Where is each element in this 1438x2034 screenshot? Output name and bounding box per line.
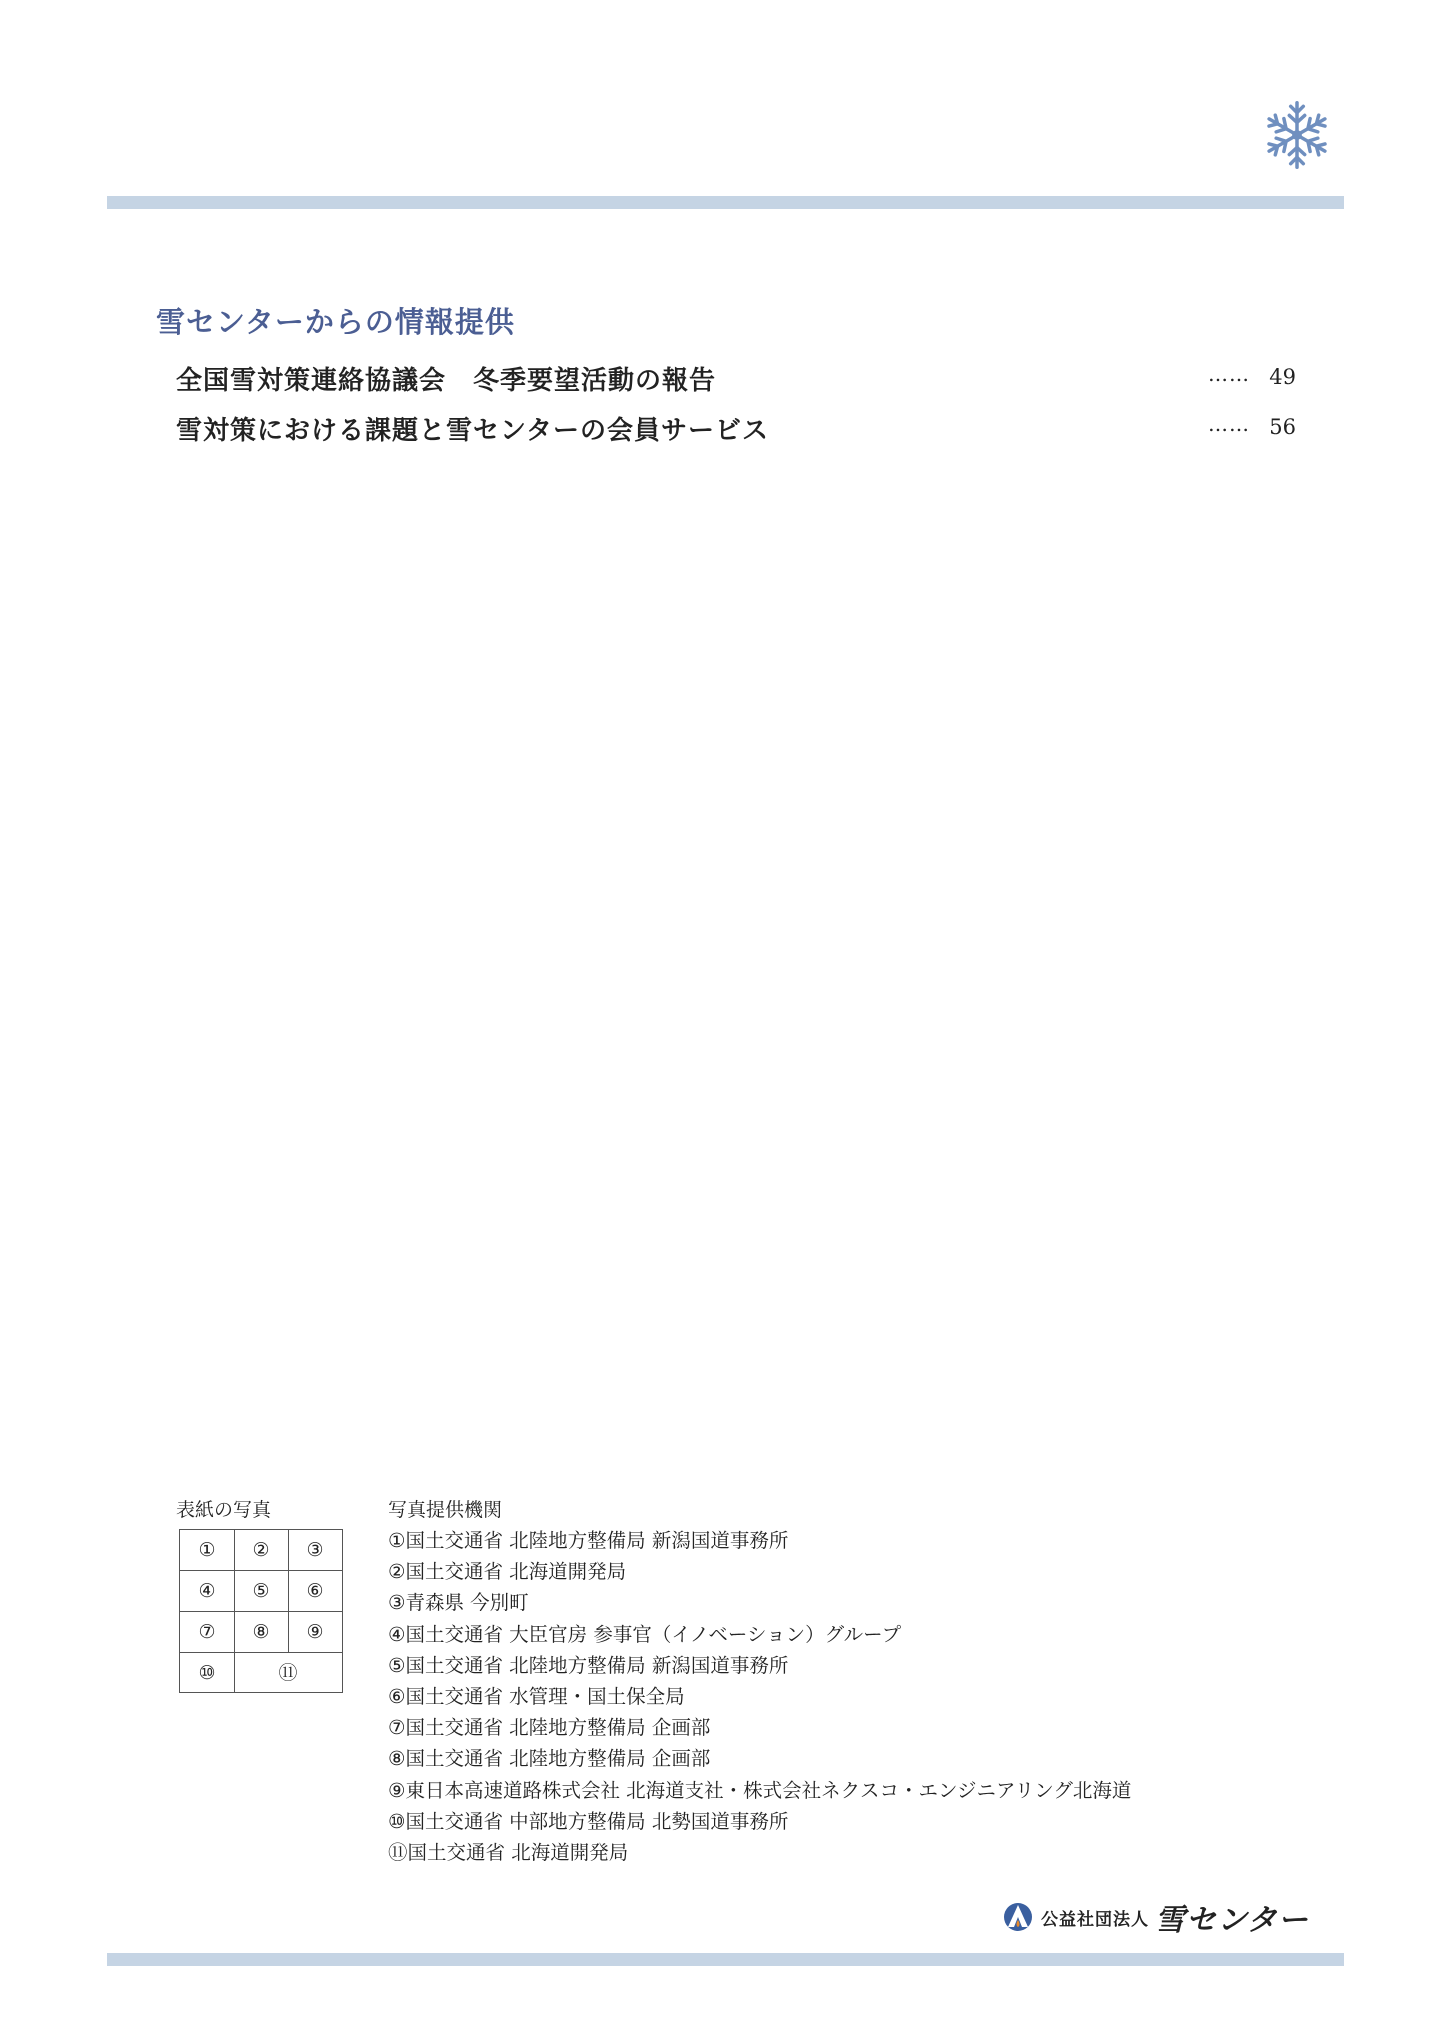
toc-entry-title: 雪対策における課題と雪センターの会員サービス <box>176 416 769 446</box>
grid-cell-6: ⑥ <box>306 1580 324 1602</box>
grid-cell-7: ⑦ <box>198 1621 216 1643</box>
grid-cell-10: ⑩ <box>198 1662 216 1684</box>
credit-item: ⑨東日本高速道路株式会社 北海道支社・株式会社ネクスコ・エンジニアリング北海道 <box>388 1778 1132 1802</box>
header-rule <box>107 196 1344 209</box>
section-title: 雪センターからの情報提供 <box>156 305 515 339</box>
toc-entry[interactable] <box>176 410 1296 450</box>
grid-cell-11: ⑪ <box>278 1662 298 1684</box>
grid-cell-8: ⑧ <box>252 1621 270 1643</box>
credit-item: ④国土交通省 大臣官房 参事官（イノベーション）グループ <box>388 1622 902 1646</box>
cover-photo-label: 表紙の写真 <box>176 1499 272 1521</box>
credit-item: ⑦国土交通省 北陸地方整備局 企画部 <box>388 1716 711 1740</box>
grid-cell-4: ④ <box>198 1580 216 1602</box>
snowflake-icon <box>1262 98 1332 172</box>
toc-entry-title: 全国雪対策連絡協議会 冬季要望活動の報告 <box>176 366 717 396</box>
grid-cell-3: ③ <box>306 1539 324 1561</box>
organization-name: 雪センター <box>1155 1903 1309 1938</box>
footer-rule <box>107 1953 1344 1966</box>
credit-item: ①国土交通省 北陸地方整備局 新潟国道事務所 <box>388 1529 789 1552</box>
credit-item: ⑥国土交通省 水管理・国土保全局 <box>388 1685 685 1709</box>
credit-item: ⑪国土交通省 北海道開発局 <box>388 1841 629 1865</box>
credit-item: ⑧国土交通省 北陸地方整備局 企画部 <box>388 1747 711 1771</box>
cover-photo-grid <box>179 1529 343 1693</box>
credit-item: ⑩国土交通省 中部地方整備局 北勢国道事務所 <box>388 1809 789 1833</box>
toc-leader: …… <box>1208 362 1250 386</box>
toc-leader: …… <box>1208 412 1250 436</box>
grid-cell-2: ② <box>252 1539 270 1561</box>
grid-cell-9: ⑨ <box>306 1621 324 1643</box>
credit-item: ②国土交通省 北海道開発局 <box>388 1560 627 1584</box>
toc-page-number: 56 <box>1269 415 1296 439</box>
grid-cell-1: ① <box>198 1539 216 1561</box>
credits-list <box>388 1525 1131 1868</box>
credit-item: ③青森県 今別町 <box>388 1591 529 1615</box>
organization-logo <box>1003 1899 1309 1938</box>
organization-type: 公益社団法人 <box>1041 1909 1149 1930</box>
grid-cell-5: ⑤ <box>252 1580 270 1602</box>
toc-entry[interactable] <box>176 360 1296 400</box>
toc-page-number: 49 <box>1269 365 1296 389</box>
organization-mark-icon <box>1003 1900 1033 1934</box>
credit-item: ⑤国土交通省 北陸地方整備局 新潟国道事務所 <box>388 1653 789 1677</box>
credits-header: 写真提供機関 <box>388 1499 503 1521</box>
